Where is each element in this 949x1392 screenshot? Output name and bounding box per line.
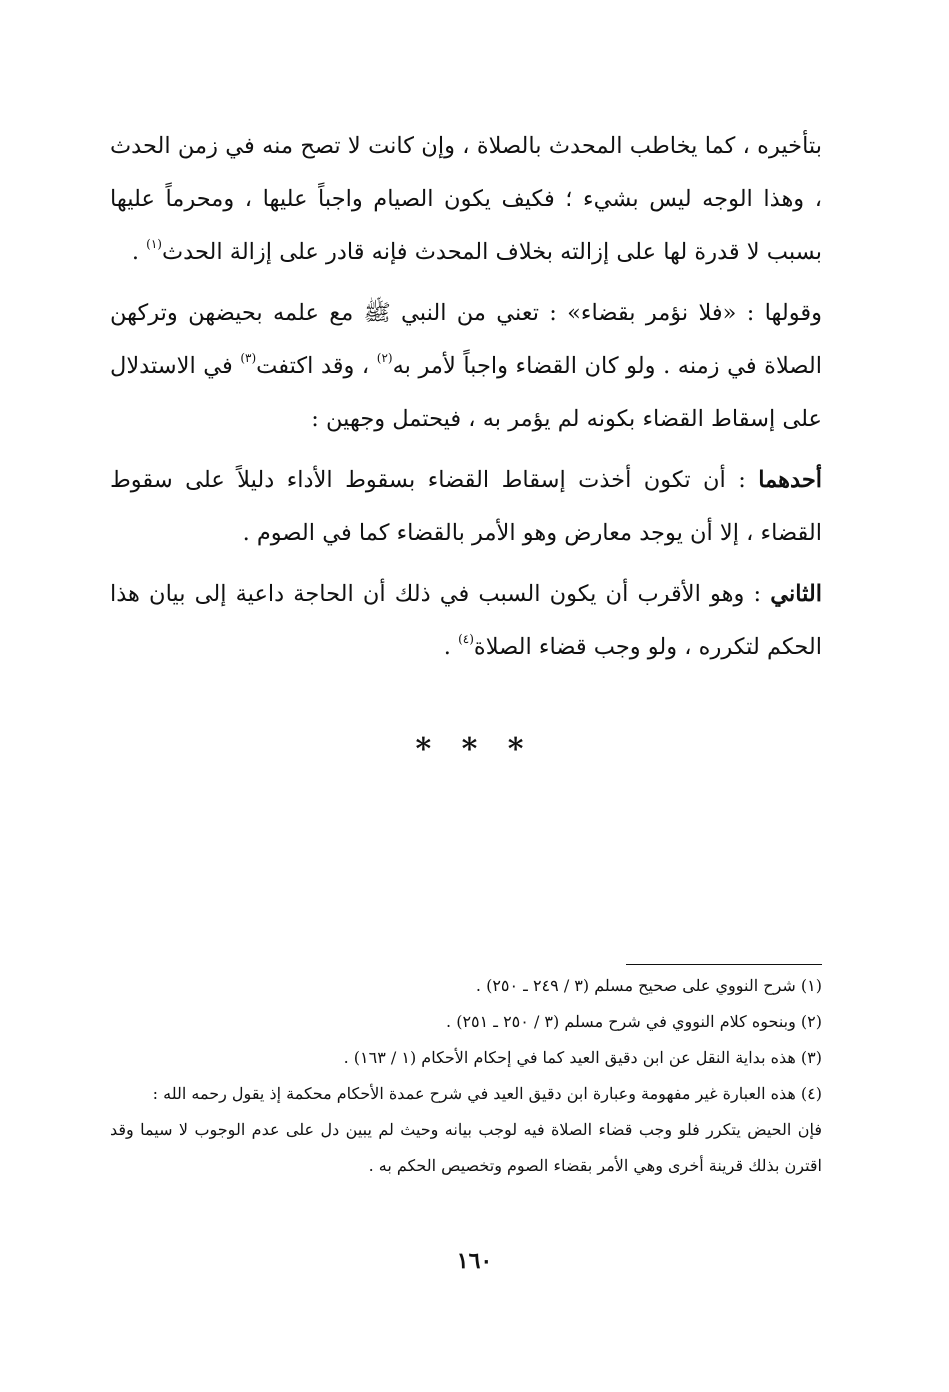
footnote-3: (٣) هذه بداية النقل عن ابن دقيق العيد كما في إحكام الأحكام (١ / ١٦٣) . [343,1048,822,1067]
paragraph-4 [110,568,822,674]
paragraph-lead: الثاني [770,581,822,607]
footnotes [110,968,822,1184]
footnote-1: (١) شرح النووي على صحيح مسلم (٣ / ٢٤٩ ـ ٢٥٠) . [475,976,822,995]
footnote-marker-3: (٣) [240,351,257,365]
paragraph-lead: أحدهما [758,467,822,493]
paragraph-3 [110,454,822,560]
paragraph-tail: . [443,634,459,660]
paragraph-tail: . [131,239,147,265]
footnote-4: (٤) هذه العبارة غير مفهومة وعبارة ابن دقيق العيد في شرح عمدة الأحكام محكمة إذ يقول رحمه الله : [152,1084,822,1103]
paragraph-text: ، وقد اكتفت [256,353,377,379]
page-number: ١٦٠ [456,1248,493,1274]
footnote-quote: فإن الحيض يتكرر فلو وجب قضاء الصلاة فيه لوجب بيانه وحيث لم يبين دل على عدم الوجوب لا سيما وقد اقترن بذلك قرينة أخرى وهي الأمر بقضاء الصوم وتخصيص الحكم به . [110,1120,822,1175]
section-divider: * * * [415,732,534,767]
paragraph-text: : أن تكون أخذت إسقاط القضاء بسقوط الأداء دليلاً على سقوط القضاء ، إلا أن يوجد معارض وهو الأمر بالقضاء كما في الصوم . [110,467,822,546]
paragraph-text: بتأخيره ، كما يخاطب المحدث بالصلاة ، وإن كانت لا تصح منه في زمن الحدث ، وهذا الوجه ليس بشيء ؛ فكيف يكون الصيام واجباً عليها ، ومحرماً عليها بسبب لا قدرة لها على إزالته بخلاف المحدث فإنه قادر على إزالة الحدث [110,133,822,265]
footnote-separator [626,964,822,965]
footnote-marker-2: (٢) [376,351,393,365]
footnote-2: (٢) وبنحوه كلام النووي في شرح مسلم (٣ / ٢٥٠ ـ ٢٥١) . [446,1012,822,1031]
paragraph-2 [110,287,822,446]
footnote-marker-1: (١) [146,237,162,251]
paragraph-text: : وهو الأقرب أن يكون السبب في ذلك أن الحاجة داعية إلى بيان هذا الحكم لتكرره ، ولو وجب قضاء الصلاة [110,581,822,660]
paragraph-text: في الاستدلال على إسقاط القضاء بكونه لم يؤمر به ، فيحتمل وجهين : [110,353,822,432]
paragraph-1 [110,120,822,279]
footnote-marker-4: (٤) [458,632,474,646]
main-text [110,120,822,682]
paragraph-text: وقولها : «فلا نؤمر بقضاء» : تعني من النبي ﷺ مع علمه بحيضهن وتركهن الصلاة في زمنه . ولو كان القضاء واجباً لأمر به [110,300,822,379]
